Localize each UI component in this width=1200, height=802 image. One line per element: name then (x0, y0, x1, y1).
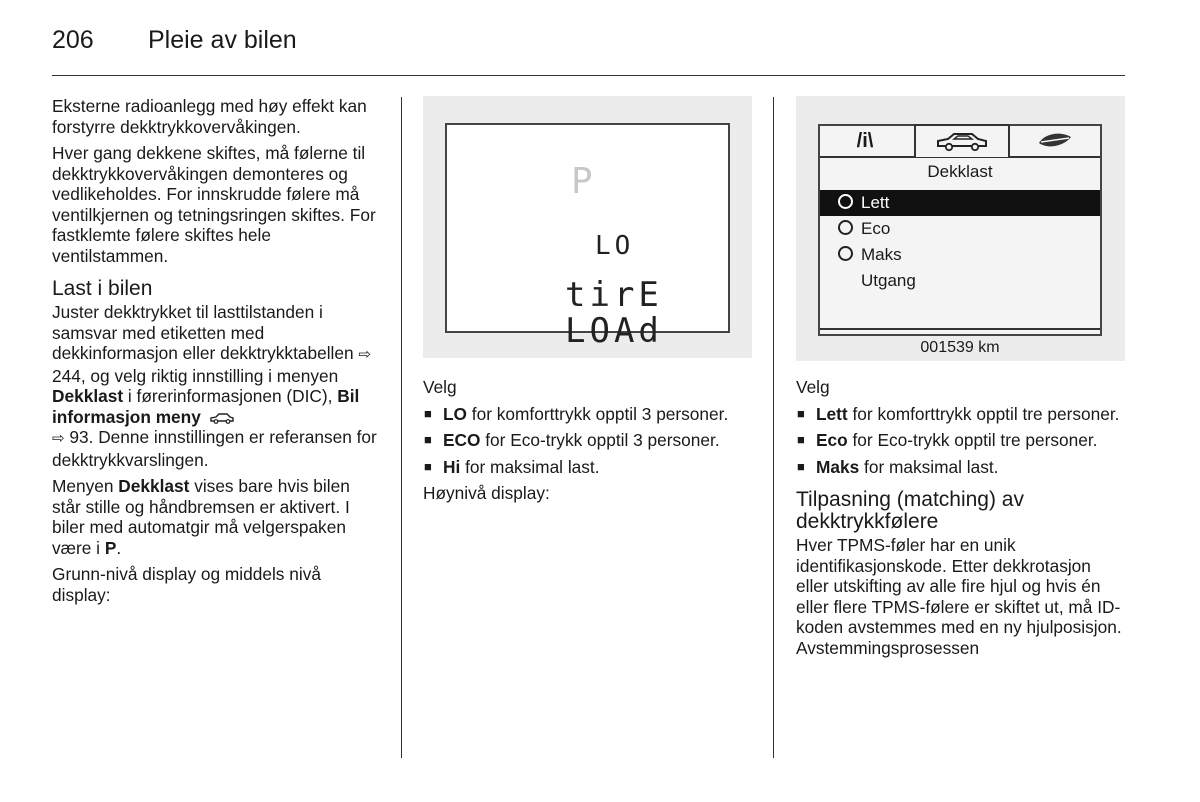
column-1 (52, 96, 380, 611)
paragraph: Grunn-nivå display og middels nivå display: (52, 564, 321, 605)
dic-tab-bar (820, 126, 1100, 158)
section-heading: Tilpasning (matching) av dekktrykkfølere (796, 488, 1024, 533)
dic-screen (818, 124, 1102, 356)
paragraph: Hver TPMS-føler har en unik identifikasjonskode. Etter dekkrotasjon eller utskifting av alle fire hjul og hvis én eller flere TPMS-følere er skiftet ut, må ID-koden avstemmes med en ny hjulposisjon. Avstemmingsprosessen (796, 535, 1122, 658)
radio-circle-icon (838, 220, 853, 235)
list-item: ■ Lett for komforttrykk opptil tre personer. (796, 404, 1128, 425)
dic-odometer: 001539 km (820, 328, 1100, 366)
menu-name: Bil informasjon meny (52, 386, 360, 427)
paragraph: Velg (796, 377, 830, 397)
paragraph: Høynivå display: (423, 483, 550, 503)
column-divider-1 (401, 97, 402, 758)
column-3 (796, 377, 1128, 664)
menu-name: Dekklast (52, 386, 124, 406)
column-2 (423, 377, 753, 510)
radio-circle-icon (838, 194, 853, 209)
eco-leaf-tab-icon (1010, 126, 1100, 156)
lcd-screen (445, 123, 730, 351)
dic-option-maks: Maks (820, 242, 1100, 268)
figure-segment-display (423, 96, 752, 358)
page-number: 206 (52, 26, 94, 54)
list-item: ■ Eco for Eco-trykk opptil tre personer. (796, 430, 1128, 451)
dic-menu-title: Dekklast (927, 162, 993, 181)
radio-circle-icon (838, 246, 853, 261)
lcd-p-indicator: P (571, 161, 597, 202)
list-item: ■ Maks for maksimal last. (796, 457, 1128, 478)
car-tab-icon (914, 124, 1010, 157)
menu-name: Dekklast (118, 476, 190, 496)
lcd-lo-text: LO (595, 231, 635, 261)
paragraph: Eksterne radioanlegg med høy effekt kan forstyrre dekktrykkovervåkingen. (52, 96, 367, 137)
dic-option-exit: Utgang (861, 271, 916, 290)
lcd-load-text: LOAd (565, 311, 663, 351)
header-rule (52, 75, 1125, 76)
lcd-tire-text: tirE (565, 275, 663, 315)
list-item: ■ LO for komforttrykk opptil 3 personer. (423, 404, 753, 425)
section-heading: Last i bilen (52, 277, 153, 300)
dic-option-lett: Lett (820, 190, 1100, 216)
page-ref-arrow-icon: ⇨ (358, 346, 371, 363)
warning-tab-icon: /i\ (856, 130, 874, 152)
list-item: ■ Hi for maksimal last. (423, 457, 753, 478)
car-icon (209, 412, 235, 424)
page-ref-arrow-icon: ⇨ (52, 430, 65, 447)
paragraph: Velg (423, 377, 457, 397)
page-title: Pleie av bilen (148, 26, 297, 54)
figure-dic-display (796, 96, 1125, 361)
dic-option-eco: Eco (820, 216, 1100, 242)
paragraph: Menyen Dekklast vises bare hvis bilen står stille og håndbremsen er aktivert. I biler med automatgir må velgerspaken være i P. (52, 476, 350, 558)
list-item: ■ ECO for Eco-trykk opptil 3 personer. (423, 430, 753, 451)
gear-name: P (104, 537, 117, 558)
paragraph: Hver gang dekkene skiftes, må følerne til dekktrykkovervåkingen demonteres og vedlikeholdes. For innskrudde følere må ventilkjernen og tetningsringen skiftes. For fastklemte følere skiftes hele ventilstammen. (52, 143, 376, 266)
column-divider-2 (773, 97, 774, 758)
paragraph: Juster dekktrykket til lasttilstanden i samsvar med etiketten med dekkinformasjon eller dekktrykktabellen ⇨ 244, og velg riktig innstilling i menyen Dekklast i førerinformasjonen (DIC), Bil informasjon meny ⇨ 93. Denne innstillingen er referansen for dekktrykkvarslingen. (52, 302, 377, 470)
